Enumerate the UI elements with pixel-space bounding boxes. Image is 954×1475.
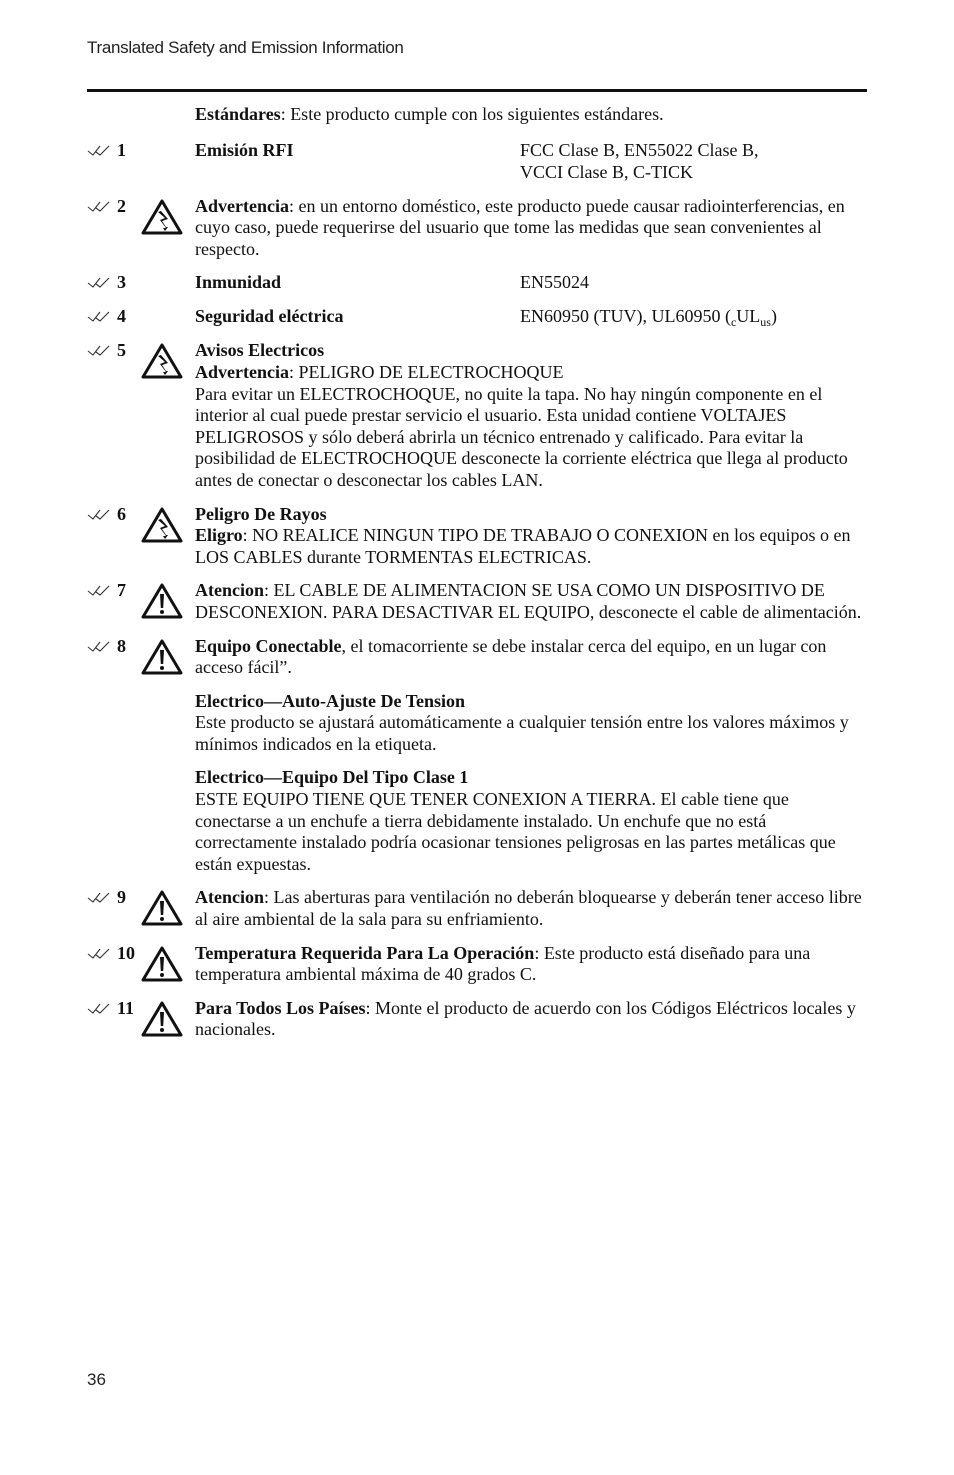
list-item	[0, 998, 954, 1041]
page-number: 36	[87, 1370, 106, 1389]
item-text: Para evitar un ELECTROCHOQUE, no quite la tapa. No hay ningún componente en el interior al cual puede prestar servicio el usuario. Esta unidad contiene VOLTAJES PELIGROSOS y sólo deberá abrirla un técnico entrenado y calificado. Para evitar la posibilidad de ELECTROCHOQUE desconecte la corriente eléctrica que llega al producto antes de conectar o desconectar los cables LAN.	[195, 383, 848, 490]
checkmark-icon	[87, 887, 117, 903]
item-label: Inmunidad	[195, 272, 282, 293]
item-text: , el tomacorriente se debe instalar cerca del equipo, en un lugar con acceso fácil”.	[195, 635, 827, 678]
item-text: : NO REALICE NINGUN TIPO DE TRABAJO O CONEXION en los equipos o en LOS CABLES durante TORMENTAS ELECTRICAS.	[195, 525, 851, 567]
caution-icon	[141, 890, 183, 932]
caution-icon	[141, 946, 183, 988]
item-title: Avisos Electricos	[195, 340, 325, 361]
item-number: 6	[117, 503, 126, 524]
section-clase-1	[0, 767, 954, 875]
item-label: Seguridad eléctrica	[195, 306, 344, 327]
item-text: : Monte el producto de acuerdo con los Códigos Eléctricos locales y nacionales.	[195, 997, 856, 1040]
list-item	[0, 306, 954, 328]
checkmark-icon	[87, 340, 117, 356]
item-number: 5	[117, 340, 126, 361]
list-item	[0, 636, 954, 679]
item-label: Equipo Conectable	[195, 635, 342, 656]
document-body	[0, 104, 954, 1053]
checkmark-icon	[87, 504, 117, 520]
item-number: 4	[117, 306, 126, 327]
list-item: 5 Avisos Electricos Advertencia: PELIGRO DE ELECTROCHOQUE Para evitar un ELECTROCHOQUE, no quite la tapa. No hay ningún componente en el interior al cual puede prestar servicio el usuario. Esta unidad contiene VOLTAJES PELIGROSOS y sólo deberá abrirla un técnico entrenado y calificado. Para evitar la posibilidad de ELECTROCHOQUE desconecte la corriente eléctrica que llega al producto antes de conectar o desconectar los cables LAN.	[0, 340, 954, 491]
item-number: 3	[117, 272, 126, 293]
item-label: Para Todos Los Países	[195, 997, 366, 1018]
item-number: 10	[117, 942, 135, 963]
item-text: : Este producto está diseñado para una temperatura ambiental máxima de 40 grados C.	[195, 942, 811, 985]
section-auto-ajuste	[0, 691, 954, 756]
checkmark-icon	[87, 580, 117, 596]
checkmark-icon	[87, 943, 117, 959]
section-text: Este producto se ajustará automáticamente a cualquier tensión entre los valores máximos y mínimos indicados en la etiqueta.	[195, 712, 849, 754]
intro-label: Estándares	[195, 104, 281, 124]
item-number: 11	[117, 997, 135, 1018]
lightning-warning-icon	[141, 507, 183, 549]
section-title: Electrico—Equipo Del Tipo Clase 1	[195, 767, 469, 788]
section-title: Electrico—Auto-Ajuste De Tension	[195, 690, 465, 711]
list-item	[0, 887, 954, 930]
item-label: Advertencia	[195, 361, 289, 382]
header-rule	[87, 89, 867, 92]
checkmark-icon	[87, 636, 117, 652]
checkmark-icon	[87, 272, 117, 288]
item-label: Atencion	[195, 580, 264, 601]
item-text: : Las aberturas para ventilación no deberán bloquearse y deberán tener acceso libre al aire ambiental de la sala para su enfriamiento.	[195, 887, 862, 930]
item-number: 7	[117, 580, 126, 601]
item-text: : en un entorno doméstico, este producto puede causar radiointerferencias, en cuyo caso, puede requerirse del usuario que tome las medidas que sean convenientes al respecto.	[195, 195, 845, 259]
caution-icon	[141, 639, 183, 681]
checkmark-icon	[87, 196, 117, 212]
lightning-warning-icon	[141, 343, 183, 385]
checkmark-icon	[87, 998, 117, 1014]
list-item	[0, 272, 954, 294]
item-value: FCC Clase B, EN55022 Clase B, VCCI Clase B, C-TICK	[520, 140, 759, 182]
item-number: 9	[117, 887, 126, 908]
list-item	[0, 580, 954, 623]
checkmark-icon	[87, 140, 117, 156]
item-label: Atencion	[195, 887, 264, 908]
item-number: 8	[117, 635, 126, 656]
item-label: Advertencia	[195, 195, 289, 216]
item-label: Emisión RFI	[195, 140, 294, 160]
running-header: Translated Safety and Emission Information	[87, 38, 404, 57]
lightning-warning-icon	[141, 199, 183, 241]
section-text: ESTE EQUIPO TIENE QUE TENER CONEXION A TIERRA. El cable tiene que conectarse a un enchufe a tierra debidamente instalado. Un enchufe que no está correctamente instalado podría ocasionar tensiones peligrosas en las partes metálicas que están expuestas.	[195, 789, 836, 874]
list-item	[0, 196, 954, 261]
item-text: : EL CABLE DE ALIMENTACION SE USA COMO UN DISPOSITIVO DE DESCONEXION. PARA DESACTIVAR EL EQUIPO, desconecte el cable de alimentación.	[195, 580, 862, 622]
intro-text: : Este producto cumple con los siguientes estándares.	[280, 104, 664, 124]
item-title: Peligro De Rayos	[195, 503, 327, 524]
checkmark-icon	[87, 306, 117, 322]
item-number: 1	[117, 140, 126, 160]
intro-paragraph	[0, 104, 954, 126]
item-value: EN60950 (TUV), UL60950 $(_cUL_{us})$	[520, 306, 777, 330]
item-label: Eligro	[195, 525, 243, 546]
item-number: 2	[117, 195, 126, 216]
caution-icon	[141, 583, 183, 625]
caution-icon	[141, 1001, 183, 1043]
list-item	[0, 140, 954, 184]
item-value: EN55024	[520, 272, 589, 293]
item-label: Temperatura Requerida Para La Operación	[195, 942, 535, 963]
list-item	[0, 943, 954, 986]
list-item	[0, 504, 954, 569]
